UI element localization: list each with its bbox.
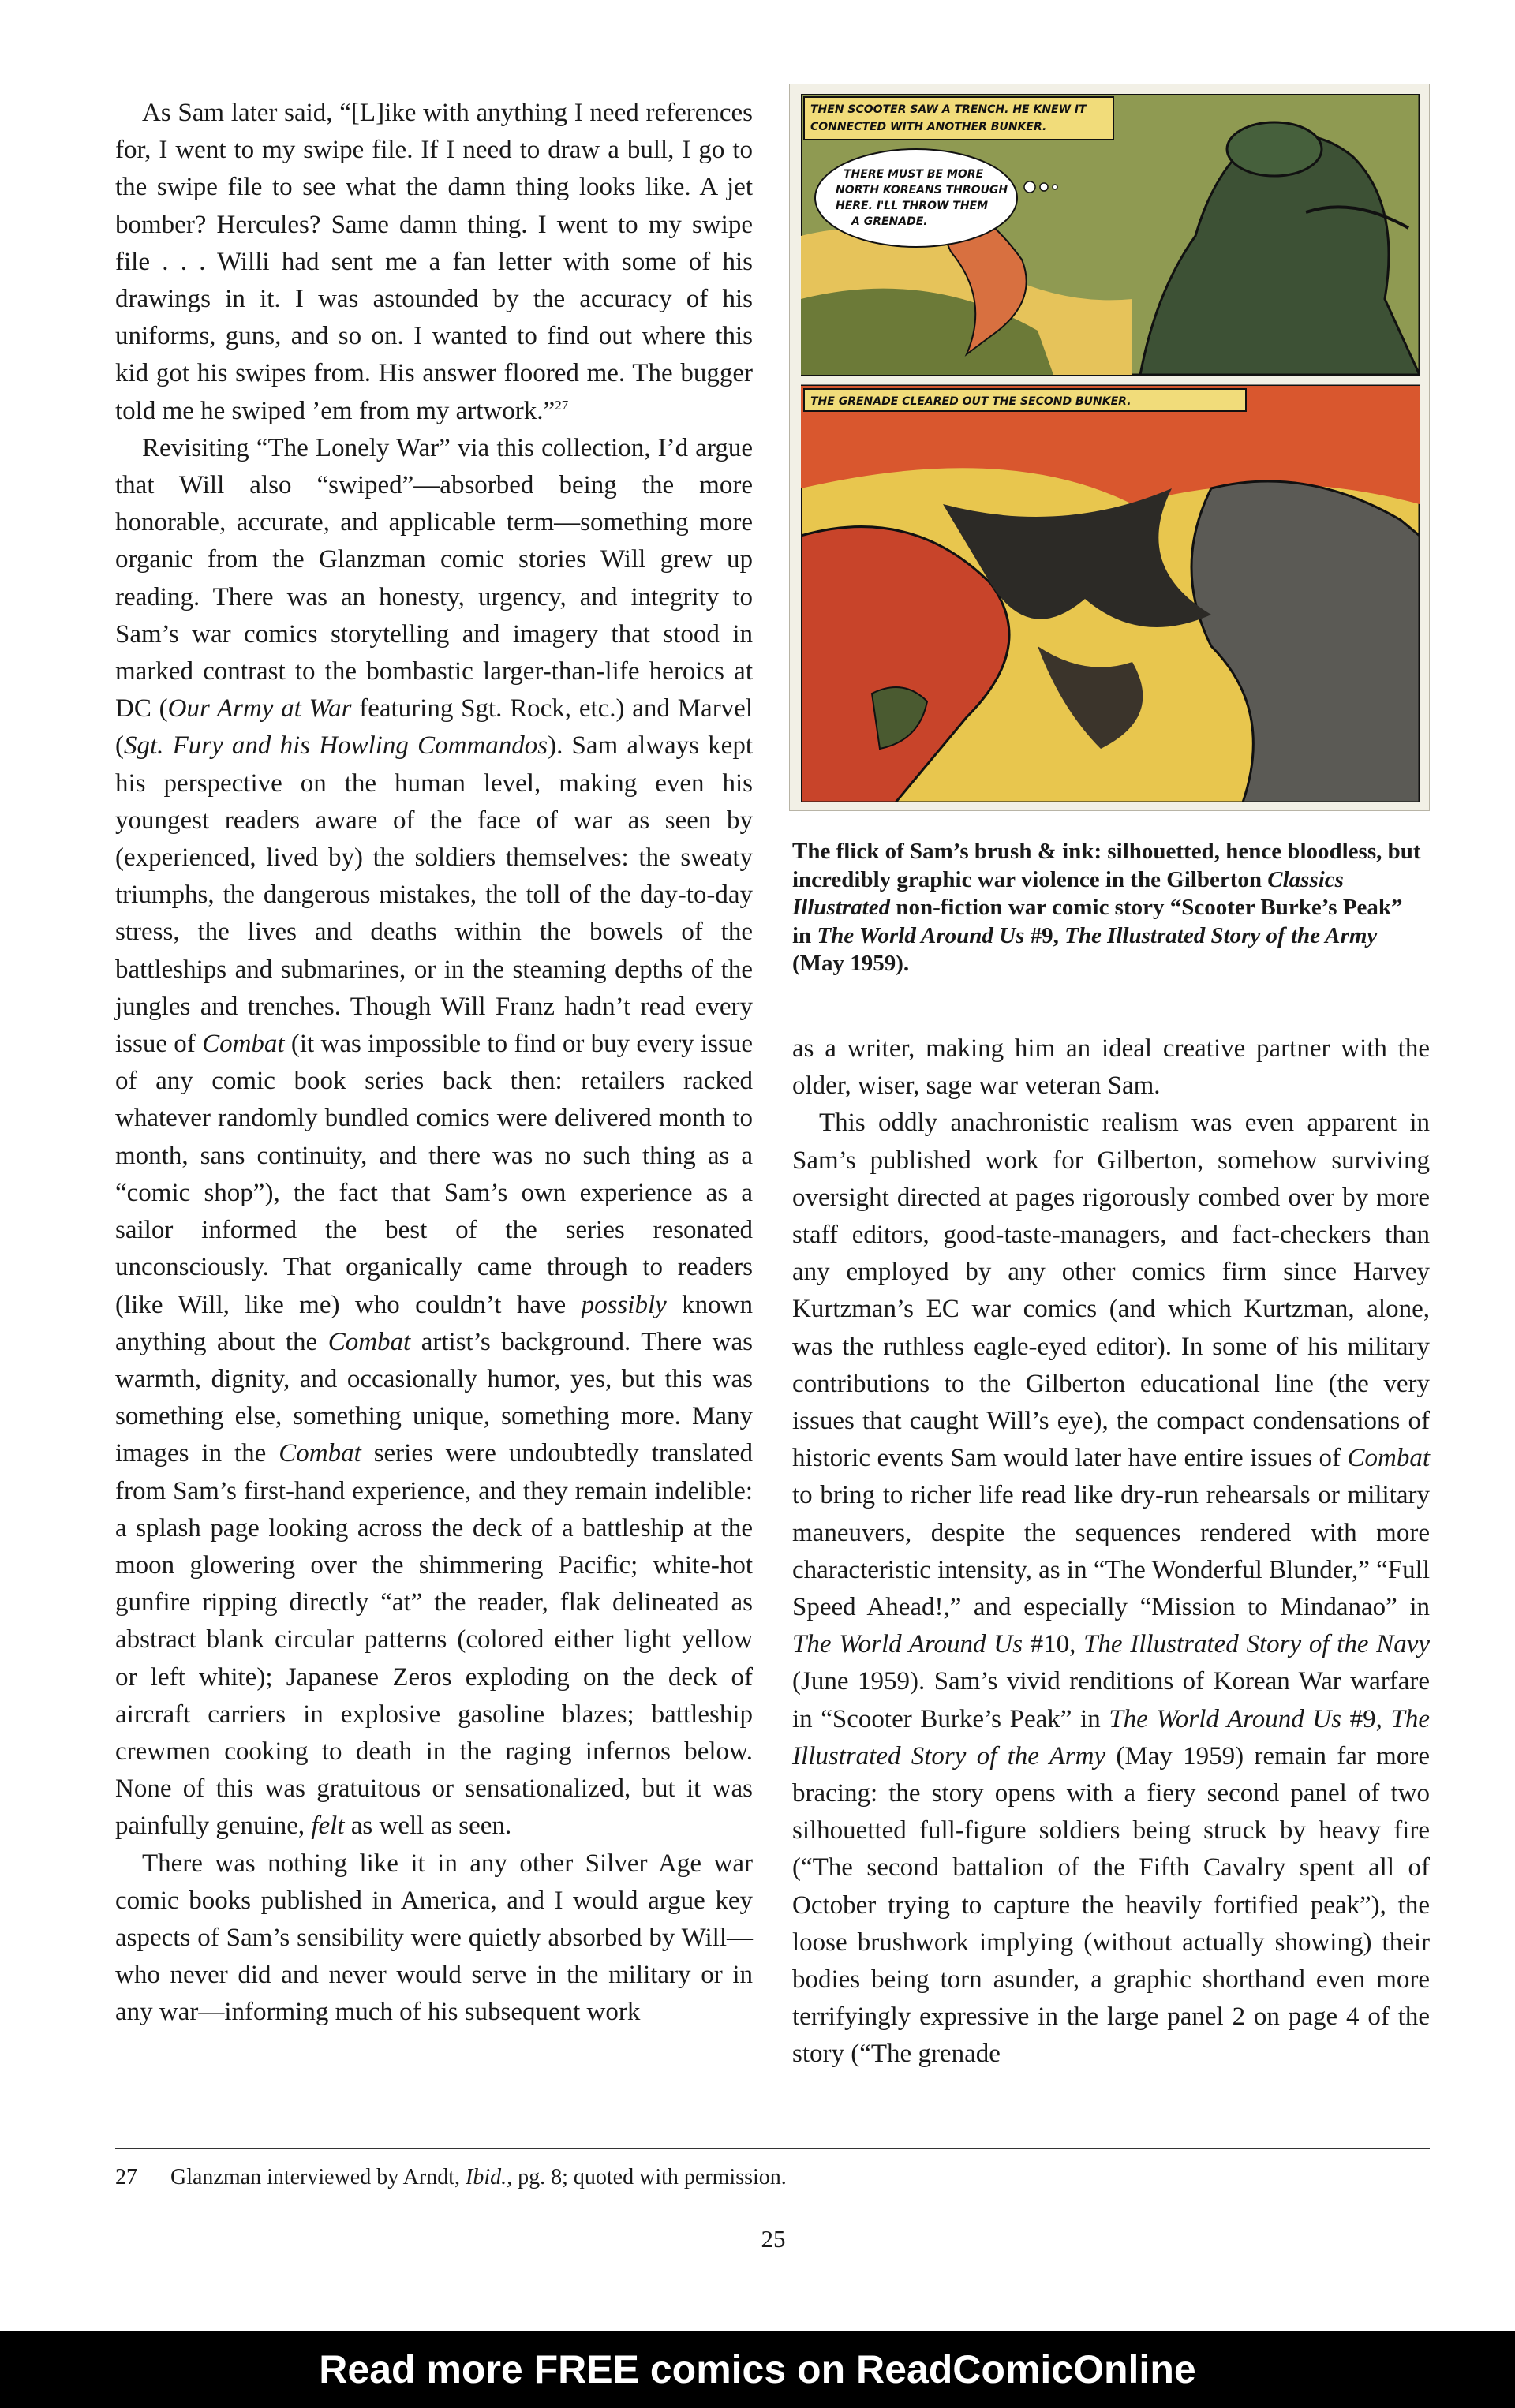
left-text-column — [115, 95, 753, 2032]
promo-banner[interactable]: Read more FREE comics on ReadComicOnline — [0, 2331, 1515, 2408]
footnote-text: Glanzman interviewed by Arndt, Ibid., pg. 8; quoted with permission. — [170, 2165, 787, 2189]
paragraph: as a writer, making him an ideal creative partner with the older, wiser, sage war veteran Sam. — [792, 1034, 1430, 1101]
panel-2-caption: THE GRENADE CLEARED OUT THE SECOND BUNKER. — [810, 395, 1132, 408]
footnote-number: 27 — [115, 2165, 137, 2189]
footnote — [115, 2162, 1430, 2193]
comic-panel-1 — [801, 94, 1420, 375]
panel-1-caption-line: THEN SCOOTER SAW A TRENCH. HE KNEW IT — [810, 103, 1087, 116]
paragraph: As Sam later said, “[L]ike with anything I need references for, I went to my swipe file. If I need to draw a bull, I go to the swipe file to see what the damn thing looks like. A jet bomber? Hercules? Same damn thing. I went to my swipe file . . . Willi had sent me a fan letter with some of his drawings in it. I was astounded by the accuracy of his uniforms, guns, and so on. I wanted to find out where this kid got his swipes from. His answer floored me. The bugger told me he swiped ’em from my artwork.”$^{27}$ — [115, 99, 753, 425]
balloon-line: THERE MUST BE MORE — [844, 168, 984, 181]
right-text-column — [792, 1030, 1430, 2073]
comic-panel-2 — [801, 386, 1420, 802]
panel-1-caption-line: CONNECTED WITH ANOTHER BUNKER. — [810, 121, 1047, 133]
balloon-line: A GRENADE. — [851, 215, 928, 228]
paragraph: Revisiting “The Lonely War” via this collection, I’d argue that Will also “swiped”—absorbed being the more honorable, accurate, and applicable term—something more organic from the Glanzman comic stories Will grew up reading. There was an honesty, urgency, and integrity to Sam’s war comics storytelling and imagery that stood in marked contrast to the bombastic larger-than-life heroics at DC (Our Army at War featuring Sgt. Rock, etc.) and Marvel (Sgt. Fury and his Howling Commandos). Sam always kept his perspective on the human level, making even his youngest readers aware of the face of war as seen by (experienced, lived by) the soldiers themselves: the sweaty triumphs, the dangerous mistakes, the toll of the day-to-day stress, the lives and deaths within the bowels of the battleships and submarines, or in the steaming depths of the jungles and trenches. Though Will Franz hadn’t read every issue of Combat (it was impossible to find or buy every issue of any comic book series back then: retailers racked whatever randomly bundled comics were delivered month to month, sans continuity, and there was no such thing as a “comic shop”), the fact that Sam’s own experience as a sailor informed the best of the series resonated unconsciously. That organically came through to readers (like Will, like me) who couldn’t have possibly known anything about the Combat artist’s background. There was warmth, dignity, and occasionally humor, yes, but this was something else, something unique, something more. Many images in the Combat series were undoubtedly translated from Sam’s first-hand experience, and they remain indelible: a splash page looking across the deck of a battleship at the moon glowering over the shimmering Pacific; white-hot gunfire ripping directly “at” the reader, flak delineated as abstract blank circular patterns (colored either light yellow or left white); Japanese Zeros exploding on the deck of aircraft carriers in explosive gasoline blazes; battleship crewmen cooking to death in the raging infernos below. None of this was gratuitous or sensationalized, but it was painfully genuine, felt as well as seen. — [115, 433, 754, 1841]
paragraph: This oddly anachronistic realism was even apparent in Sam’s published work for Gilberton, somehow surviving oversight directed at pages rigorously combed over by more staff editors, good-taste-managers, and fact-checkers than any employed by any other comics firm since Harvey Kurtzman’s EC war comics (and which Kurtzman, alone, was the ruthless eagle-eyed editor). In some of his military contributions to the Gilberton educational line (the very issues that caught Will’s eye), the compact condensations of historic events Sam would later have entire issues of Combat to bring to richer life read like dry-run rehearsals or military maneuvers, despite the sequences rendered with more characteristic intensity, as in “The Wonderful Blunder,” “Full Speed Ahead!,” and especially “Mission to Mindanao” in The World Around Us #10, The Illustrated Story of the Navy (June 1959). Sam’s vivid renditions of Korean War warfare in “Scooter Burke’s Peak” in The World Around Us #9, The Illustrated Story of the Army (May 1959) remain far more bracing: the story opens with a fiery second panel of two silhouetted full-figure soldiers being struck by heavy fire (“The second battalion of the Fifth Cavalry spent all of October trying to capture the heavily fortified peak”), the loose brushwork implying (without actually showing) their bodies being torn asunder, a graphic shorthand even more terrifyingly expressive in the large panel 2 on page 4 of the story (“The grenade — [792, 1109, 1431, 2069]
comic-panels — [801, 94, 1420, 802]
page-number: 25 — [761, 2225, 786, 2253]
figure-caption: The flick of Sam’s brush & ink: silhouetted, hence bloodless, but incredibly graphic war violence in the Gilberton Classics Illustrated non-fiction war comic story “Scooter Burke’s Peak” in The World Around Us #9, The Illustrated Story of the Army (May 1959). — [792, 839, 1421, 976]
paragraph: There was nothing like it in any other Silver Age war comic books published in America, and I would argue key aspects of Sam’s sensibility were quietly absorbed by Will—who never did and never would serve in the military or in any war—informing much of his subsequent work — [115, 1849, 753, 2027]
balloon-line: HERE. I'LL THROW THEM — [836, 200, 989, 212]
balloon-line: NORTH KOREANS THROUGH — [836, 184, 1008, 196]
comic-illustration — [789, 84, 1430, 811]
footnote-divider — [115, 2148, 1430, 2149]
